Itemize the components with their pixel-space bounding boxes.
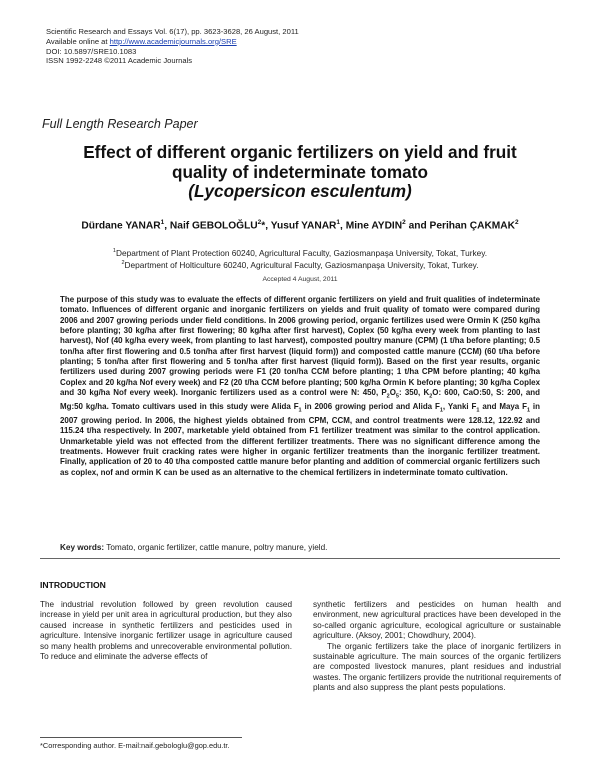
- journal-citation: Scientific Research and Essays Vol. 6(17), pp. 3623-3628, 26 August, 2011: [46, 27, 299, 36]
- paragraph: The organic fertilizers take the place of inorganic fertilizers in sustainable agriculture. The main sources of the organic fertilizers are composted livestock manures, plant residues and industrial wastes. The organic fertilizers provide the nutritional requirements of plants and also suppress the plant pests populations.: [313, 641, 561, 693]
- title-line-2: quality of indeterminate tomato: [172, 161, 428, 182]
- online-prefix: Available online at: [46, 36, 110, 46]
- keywords: [60, 543, 540, 552]
- abstract-subscript: 5: [395, 393, 399, 400]
- introduction-column-right: [313, 600, 561, 694]
- abstract-subscript: 1: [526, 407, 531, 414]
- affiliation-text: Department of Holticulture 60240, Agricultural Faculty, Gaziosmanpaşa University, Tokat, Turkey.: [124, 260, 479, 271]
- paragraph: synthetic fertilizers and pesticides on human health and environment, new agricultural practices have been developed in the so-called organic agriculture, ecological agriculture or sustainable agriculture. (Aksoy, 2001; Chowdhury, 2004).: [313, 600, 561, 641]
- author-separator: ,: [164, 220, 170, 232]
- accepted-date: Accepted 4 August, 2011: [262, 276, 338, 283]
- abstract-text: in 2006 growing period and Alida F: [301, 402, 440, 412]
- abstract-text: in 2007 growing period. In 2006, the highest yields obtained from CPM, CCM, and control treatments were 128.12, 122.92 and 115.24 t/ha respectively. In 2007, marketable yield obtained from F1 fertilizer treatment was similar to the control application. Unmarketable yield was not effected from the different fertilizer treatments. There was no significant difference among the treatments. However fruit cracking rates were higher in organic fertilizer treatments than the inorganic fertilizer treatment. Finally, application of 20 to 40 t/ha composted cattle manure befor planting and addition of commercial organic fertilizers such as coplex, nof and ormin K can be used as an alternative to the chemical fertilizers in indeterminate tomato cultivation.: [60, 402, 540, 477]
- abstract: [60, 295, 540, 478]
- abstract-subscript: 1: [298, 407, 302, 414]
- corresponding-author-footnote: *Corresponding author. E-mail:naif.gebologlu@gop.edu.tr.: [40, 741, 230, 750]
- journal-issn: ISSN 1992-2248 ©2011 Academic Journals: [46, 56, 193, 66]
- affiliation-line: [40, 246, 560, 258]
- abstract-text: and Maya F: [479, 402, 527, 412]
- affiliation-line: [40, 258, 560, 270]
- author-name: Mine AYDIN: [345, 220, 403, 232]
- introduction-heading: INTRODUCTION: [40, 580, 106, 590]
- author-separator: ,: [340, 220, 346, 232]
- journal-header: [46, 27, 299, 66]
- affiliation-mark: 1: [112, 248, 116, 254]
- author-name: Dürdane YANAR: [81, 220, 161, 232]
- author-list: [40, 219, 560, 231]
- affiliation-text: Department of Plant Protection 60240, Agricultural Faculty, Gaziosmanpaşa University, Tokat, Turkey.: [115, 247, 488, 258]
- author-name: Perihan ÇAKMAK: [429, 220, 516, 232]
- keywords-label: Key words:: [60, 543, 105, 552]
- abstract-text: The purpose of this study was to evaluate the effects of different organic fertilizers on yield and fruit qualities of indeterminate tomato. Influences of different organic and inorganic fertilizers on yields and fruit quality of tomato were compared during 2006 and 2007 growing periods under field conditions. In 2006 growing period, organic fertilizes used were Ormin K (250 kg/ha before planting; 30 kg/ha after first flowering; 80 kg/ha after first harvest), Coplex (50 kg/ha every week from planting to last harvest), Nof (40 kg/ha every week, from planting to last harvest), composted poultry manure (CPM) (1 t/ha before planting; 0.5 ton/ha after first flowering and 0.5 ton/ha after first harvest (liquid form)) and composted cattle manure (CCM) (60 t/ha before planting; 5 ton/ha after first flowering and 5 ton/ha after first harvest (liquid form)). Based on the first year results, organic fertilizers used during 2007 growing periods were F1 (20 ton/ha CCM before planting; 1 t/ha CPM before planting; 40 kg/ha Coplex and 20 kg/ha Nof every week) and F2 (20 t/ha CCM before planting; 500 kg/ha Ormin K before planting; 30 kg/ha Coplex and 30 kg/ha Nof every week). Inorganic fertilizers used as a control were N: 450, P: [60, 295, 540, 398]
- author-name: Yusuf YANAR: [270, 220, 337, 232]
- author-separator: and: [405, 220, 430, 232]
- author-name: Naif GEBOLOĞLU: [169, 220, 258, 232]
- abstract-text: : 350, K: [398, 388, 430, 398]
- introduction-column-left: The industrial revolution followed by green revolution caused increase in yield per unit area in agricultural production, but they also caused increase in synthetic fertilizers and pesticides used in agriculture. Intensive inorganic fertilizer usage in agriculture caused so many health problems and unrecoverable environmental pollution. To reduce and eliminate the adverse effects of: [40, 600, 292, 662]
- author-affil-mark: 1: [160, 219, 165, 226]
- abstract-subscript: 1: [439, 407, 443, 414]
- journal-url-link[interactable]: http://www.academicjournals.org/SRE: [109, 36, 237, 46]
- author-affil-mark: 2: [402, 219, 406, 226]
- journal-online: [46, 37, 299, 47]
- title-scientific-name: (Lycopersicon esculentum): [188, 181, 412, 201]
- paper-type: Full Length Research Paper: [42, 117, 198, 131]
- journal-doi: DOI: 10.5897/SRE10.1083: [46, 46, 137, 56]
- keywords-text: Tomato, organic fertilizer, cattle manure, poltry manure, yield.: [104, 543, 328, 552]
- author-affil-mark: 2: [515, 219, 519, 226]
- abstract-text: , Yanki F: [442, 402, 477, 412]
- abstract-subscript: 2: [429, 393, 433, 400]
- abstract-subscript: 1: [476, 407, 480, 414]
- section-divider: [40, 558, 560, 559]
- affiliation-mark: 2: [121, 260, 125, 267]
- abstract-text: O: [389, 388, 396, 398]
- author-affil-mark: 1: [336, 219, 341, 226]
- paper-title: [40, 143, 560, 202]
- abstract-subscript: 2: [386, 393, 390, 400]
- abstract-text: O: 600, CaO:50, S: 200, and Mg:50 kg/ha. Tomato cultivars used in this study were Alida F: [60, 388, 540, 412]
- affiliations: [40, 246, 560, 271]
- title-line-1: Effect of different organic fertilizers on yield and fruit: [83, 142, 517, 162]
- author-separator: *,: [261, 220, 271, 232]
- footnote-rule: [40, 737, 242, 738]
- author-affil-mark: 2: [257, 219, 262, 226]
